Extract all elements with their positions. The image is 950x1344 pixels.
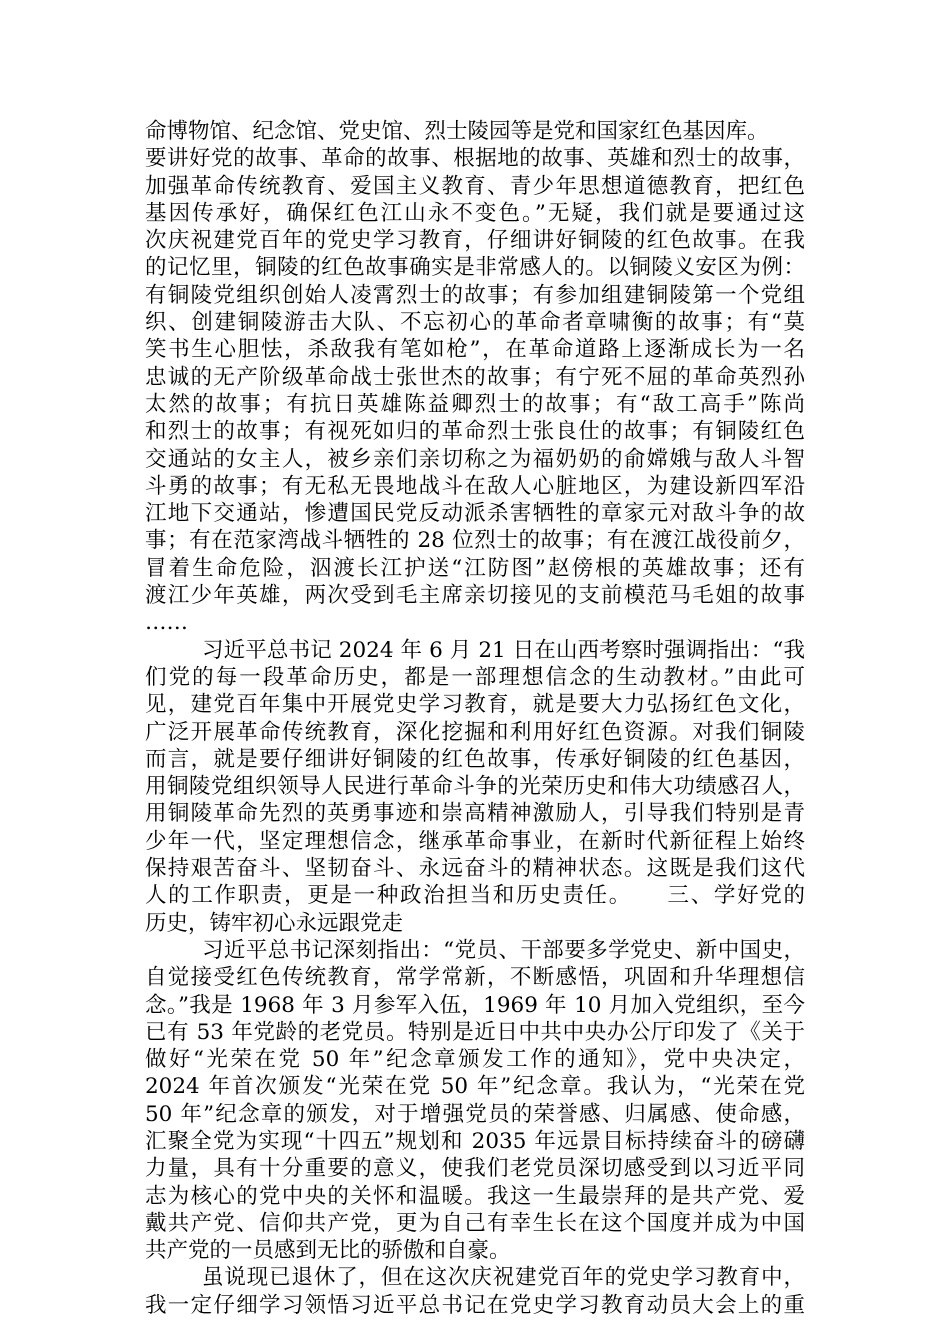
text-line: 们党的每一段革命历史，都是一部理想信念的生动教材。”由此可 (145, 664, 805, 690)
text-line: 已有 53 年党龄的老党员。特别是近日中共中央办公厅印发了《关于 (145, 1019, 805, 1045)
text-line: 习近平总书记深刻指出：“党员、干部要多学党史、新中国史， (202, 937, 805, 963)
text-line: 共产党的一员感到无比的骄傲和自豪。 (145, 1238, 511, 1264)
text-line: 而言，就是要仔细讲好铜陵的红色故事，传承好铜陵的红色基因， (145, 746, 805, 772)
text-line: 基因传承好，确保红色江山永不变色。”无疑，我们就是要通过这 (145, 200, 805, 226)
text-line: …… (145, 610, 188, 636)
text-line: 少年一代，坚定理想信念，继承革命事业，在新时代新征程上始终 (145, 828, 805, 854)
text-line: 命博物馆、纪念馆、党史馆、烈士陵园等是党和国家红色基因库。 (145, 119, 769, 144)
text-line: 笑书生心胆怯，杀敌我有笔如枪”，在革命道路上逐渐成长为一名 (145, 337, 805, 363)
text-line: 2024 年首次颁发“光荣在党 50 年”纪念章。我认为，“光荣在党 (145, 1074, 805, 1100)
text-line: 保持艰苦奋斗、坚韧奋斗、永远奋斗的精神状态。这既是我们这代 (145, 856, 805, 882)
text-line: 和烈士的故事；有视死如归的革命烈士张良仕的故事；有铜陵红色 (145, 419, 805, 445)
text-line: 见，建党百年集中开展党史学习教育，就是要大力弘扬红色文化， (145, 692, 805, 718)
document-page (145, 118, 805, 1319)
text-line: 广泛开展革命传统教育，深化挖掘和利用好红色资源。对我们铜陵 (145, 719, 805, 745)
text-line: 织、创建铜陵游击大队、不忘初心的革命者章啸衡的故事；有“莫 (145, 310, 805, 336)
text-line: 冒着生命危险，泅渡长江护送“江防图”赵傍根的英雄故事；还有 (145, 555, 805, 581)
text-line: 有铜陵党组织创始人凌霄烈士的故事；有参加组建铜陵第一个党组 (145, 282, 805, 308)
text-line: 太然的故事；有抗日英雄陈益卿烈士的故事；有“敌工高手”陈尚 (145, 391, 805, 417)
text-line: 忠诚的无产阶级革命战士张世杰的故事；有宁死不屈的革命英烈孙 (145, 364, 805, 390)
text-line: 历史，铸牢初心永远跟党走 (145, 910, 404, 936)
text-line: 要讲好党的故事、革命的故事、根据地的故事、英雄和烈士的故事， (145, 146, 805, 172)
text-line: 力量，具有十分重要的意义，使我们老党员深切感受到以习近平同 (145, 1156, 805, 1182)
text-line: 念。”我是 1968 年 3 月参军入伍，1969 年 10 月加入党组织，至今 (145, 992, 805, 1018)
text-line: 加强革命传统教育、爱国主义教育、青少年思想道德教育，把红色 (145, 173, 805, 199)
text-line: 戴共产党、信仰共产党，更为自己有幸生长在这个国度并成为中国 (145, 1210, 805, 1236)
text-line: 事；有在范家湾战斗牺牲的 28 位烈士的故事；有在渡江战役前夕， (145, 528, 805, 554)
text-line: 渡江少年英雄，两次受到毛主席亲切接见的支前模范马毛姐的故事 (145, 583, 805, 609)
text-line: 习近平总书记 2024 年 6 月 21 日在山西考察时强调指出：“我 (202, 637, 805, 663)
text-line: 用铜陵党组织领导人民进行革命斗争的光荣历史和伟大功绩感召人， (145, 774, 805, 800)
text-line: 志为核心的党中央的关怀和温暖。我这一生最崇拜的是共产党、爱 (145, 1183, 805, 1209)
text-line: 做好“光荣在党 50 年”纪念章颁发工作的通知》，党中央决定， (145, 1047, 805, 1073)
text-line: 的记忆里，铜陵的红色故事确实是非常感人的。以铜陵义安区为例： (145, 255, 805, 281)
text-line: 虽说现已退休了，但在这次庆祝建党百年的党史学习教育中， (202, 1265, 805, 1291)
text-line: 人的工作职责，更是一种政治担当和历史责任。 三、学好党的 (145, 883, 805, 909)
text-line: 用铜陵革命先烈的英勇事迹和崇高精神激励人，引导我们特别是青 (145, 801, 805, 827)
text-line: 我一定仔细学习领悟习近平总书记在党史学习教育动员大会上的重 (145, 1292, 805, 1318)
text-line: 汇聚全党为实现“十四五”规划和 2035 年远景目标持续奋斗的磅礴 (145, 1128, 805, 1154)
text-line: 江地下交通站，惨遭国民党反动派杀害牺牲的章家元对敌斗争的故 (145, 501, 805, 527)
text-line: 次庆祝建党百年的党史学习教育，仔细讲好铜陵的红色故事。在我 (145, 228, 805, 254)
text-line: 斗勇的故事；有无私无畏地战斗在敌人心脏地区，为建设新四军沿 (145, 473, 805, 499)
text-line: 交通站的女主人，被乡亲们亲切称之为福奶奶的俞嫦娥与敌人斗智 (145, 446, 805, 472)
text-line: 50 年”纪念章的颁发，对于增强党员的荣誉感、归属感、使命感， (145, 1101, 805, 1127)
text-line: 自觉接受红色传统教育，常学常新，不断感悟，巩固和升华理想信 (145, 965, 805, 991)
